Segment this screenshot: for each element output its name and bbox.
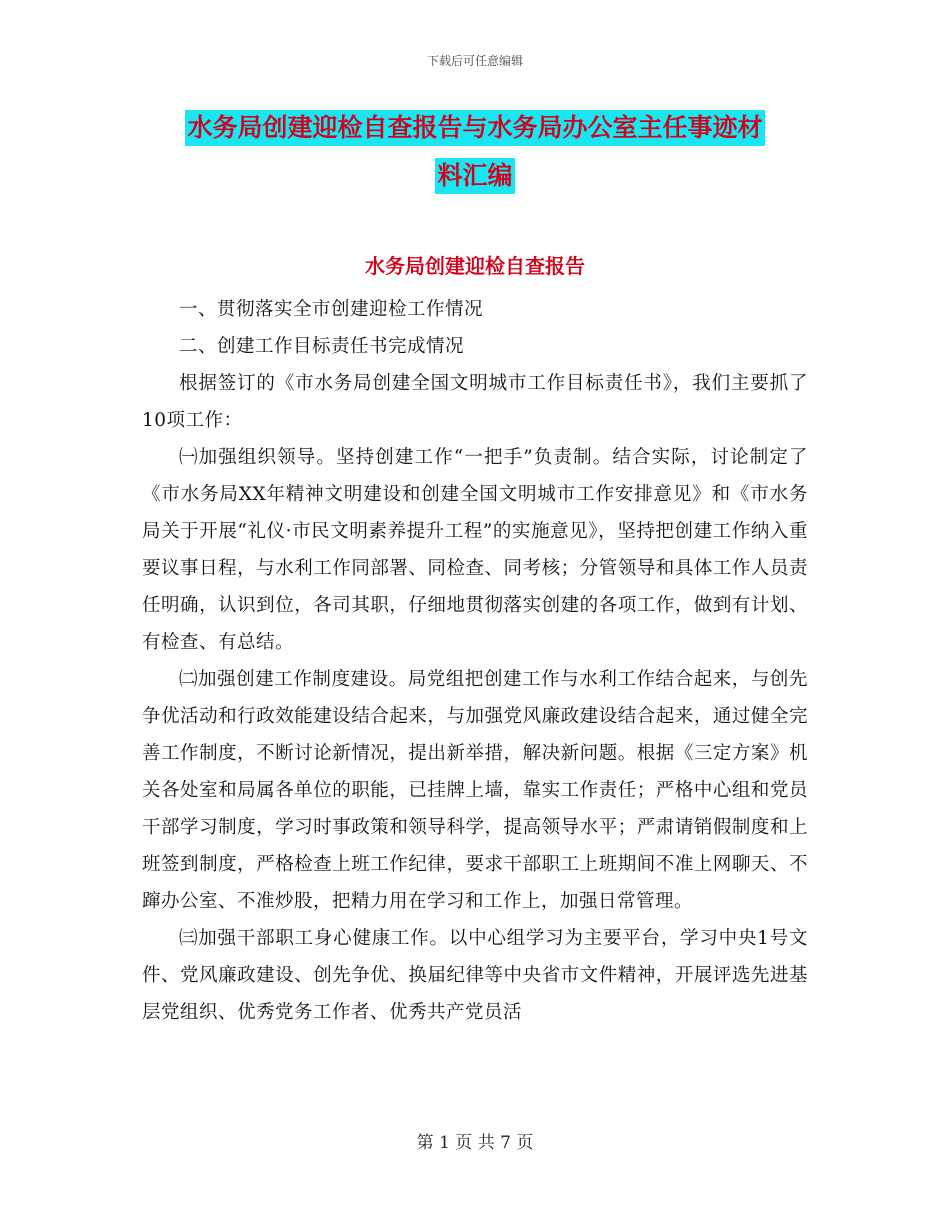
- paragraph: ㈡加强创建工作制度建设。局党组把创建工作与水利工作结合起来，与创先争优活动和行政效能建设结合起来，与加强党风廉政建设结合起来，通过健全完善工作制度，不断讨论新情况，提出新举措，解决新问题。根据《三定方案》机关各处室和局属各单位的职能，已挂牌上墙，靠实工作责任；严格中心组和党员干部学习制度，学习时事政策和领导科学，提高领导水平；严肃请销假制度和上班签到制度，严格检查上班工作纪律，要求干部职工上班期间不准上网聊天、不蹿办公室、不准炒股，把精力用在学习和工作上，加强日常管理。: [142, 669, 808, 912]
- paragraph: 一、贯彻落实全市创建迎检工作情况: [179, 299, 484, 320]
- section-title: 水务局创建迎检自查报告: [365, 254, 585, 278]
- paragraph: 二、创建工作目标责任书完成情况: [179, 336, 465, 357]
- paragraph: 根据签订的《市水务局创建全国文明城市工作目标责任书》，我们主要抓了10项工作：: [142, 373, 808, 431]
- paragraph: ㈠加强组织领导。坚持创建工作“一把手”负责制。结合实际，讨论制定了《市水务局XX年精神文明建设和创建全国文明城市工作安排意见》和《市水务局关于开展“礼仪·市民文明素养提升工程”的实施意见》，坚持把创建工作纳入重要议事日程，与水利工作同部署、同检查、同考核；分管领导和具体工作人员责任明确，认识到位，各司其职，仔细地贯彻落实创建的各项工作，做到有计划、有检查、有总结。: [142, 447, 808, 653]
- title-line-1: 水务局创建迎检自查报告与水务局办公室主任事迹材: [185, 110, 764, 146]
- header-note: 下载后可任意编辑: [426, 54, 523, 68]
- document-body: [142, 291, 808, 1031]
- page-footer: 第 1 页 共 7 页: [416, 1133, 534, 1153]
- title-line-2: 料汇编: [435, 158, 514, 194]
- document-title: [142, 110, 808, 206]
- paragraph: ㈢加强干部职工身心健康工作。以中心组学习为主要平台，学习中央1号文件、党风廉政建设、创先争优、换届纪律等中央省市文件精神，开展评选先进基层党组织、优秀党务工作者、优秀共产党员活: [142, 928, 808, 1023]
